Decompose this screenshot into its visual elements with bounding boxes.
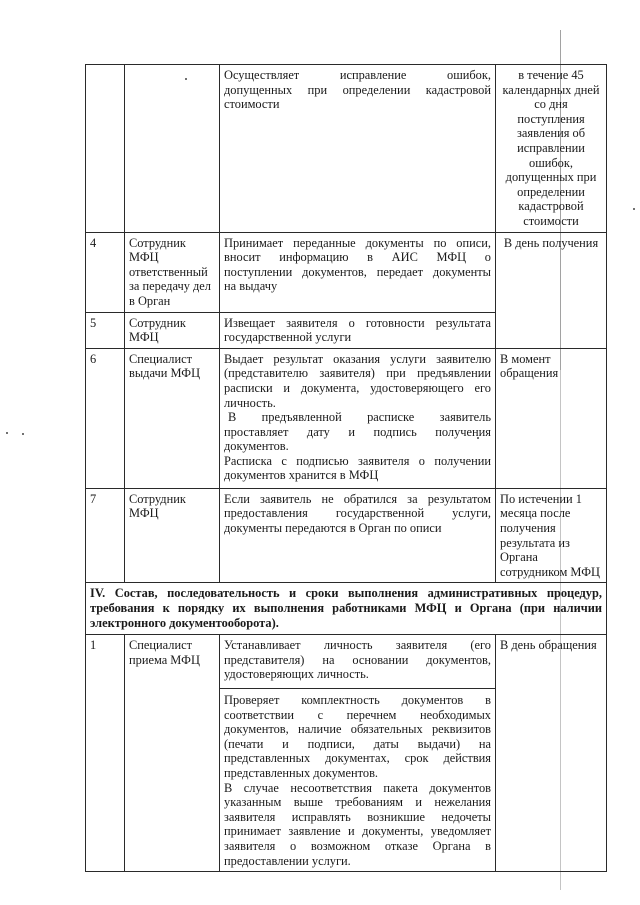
procedures-table — [85, 64, 607, 872]
row-deadline: В день обращения — [496, 635, 607, 872]
table-row — [86, 232, 607, 312]
scan-speck — [6, 432, 8, 434]
row-executor: Сотрудник МФЦ ответственный за передачу дел в Орган — [125, 232, 220, 312]
scan-speck — [22, 433, 24, 435]
row-deadline: в течение 45 календарных дней со дня поступления заявления об исправлении ошибок, допущенных при определении кадастровой стоимости — [496, 65, 607, 233]
table-row — [86, 488, 607, 583]
row-executor: Специалист выдачи МФЦ — [125, 348, 220, 488]
row-executor: Специалист приема МФЦ — [125, 635, 220, 872]
row-number: 5 — [86, 312, 125, 348]
row-number: 4 — [86, 232, 125, 312]
row-action: Принимает переданные документы по описи, вносит информацию в АИС МФЦ о поступлении документов, передает документы на выдачу — [220, 232, 496, 312]
row-deadline: По истечении 1 месяца после получения результата из Органа сотрудником МФЦ — [496, 488, 607, 583]
row-number: 7 — [86, 488, 125, 583]
row-deadline: В момент обращения — [496, 348, 607, 488]
row-action: Если заявитель не обратился за результатом предоставления государственной услуги, документы передаются в Орган по описи — [220, 488, 496, 583]
row-number — [86, 65, 125, 233]
row-action: Осуществляет исправление ошибок, допущенных при определении кадастровой стоимости — [220, 65, 496, 233]
row-number: 1 — [86, 635, 125, 872]
row-executor: Сотрудник МФЦ — [125, 488, 220, 583]
row-number: 6 — [86, 348, 125, 488]
table-row — [86, 635, 607, 872]
row-action: Извещает заявителя о готовности результата государственной услуги — [220, 312, 496, 348]
section-title: IV. Состав, последовательность и сроки выполнения административных процедур, требования к порядку их выполнения работниками МФЦ и Органа (при наличии электронного документооборота). — [86, 583, 607, 635]
row-action: Устанавливает личность заявителя (его представителя) на основании документов, удостоверяющих личность. Проверяет комплектность документов в соответствии с перечнем необходимых документов, наличие обязательных реквизитов (печати и подписи, даты выдачи) на представленных документах, срок действия представленных документов. В случае несоответствия пакета документов указанным выше требованиям и нежелания заявителя исправлять возникшие недочеты принимает заявление и документы, уведомляет заявителя о возможном отказе Органа в предоставлении услуги. — [220, 635, 496, 872]
table-row — [86, 65, 607, 233]
table-row — [86, 348, 607, 488]
row-executor — [125, 65, 220, 233]
row-deadline: В день получения — [496, 232, 607, 348]
row-executor: Сотрудник МФЦ — [125, 312, 220, 348]
section-header-row — [86, 583, 607, 635]
row-action-sub: Проверяет комплектность документов в соответствии с перечнем необходимых документов, наличие обязательных реквизитов (печати и подписи, даты выдачи) на представленных документах, срок действия представленных документов. В случае несоответствия пакета документов указанным выше требованиям и нежелания заявителя исправлять возникшие недочеты принимает заявление и документы, уведомляет заявителя о возможном отказе Органа в предоставлении услуги. — [220, 688, 495, 868]
row-action: Выдает результат оказания услуги заявителю (представителю заявителя) при предъявлении расписки и документа, удостоверяющего его личность. В предъявленной расписке заявитель проставляет дату и подпись получения документов. Расписка с подписью заявителя о получении документов хранится в МФЦ — [220, 348, 496, 488]
scan-speck — [633, 208, 635, 210]
